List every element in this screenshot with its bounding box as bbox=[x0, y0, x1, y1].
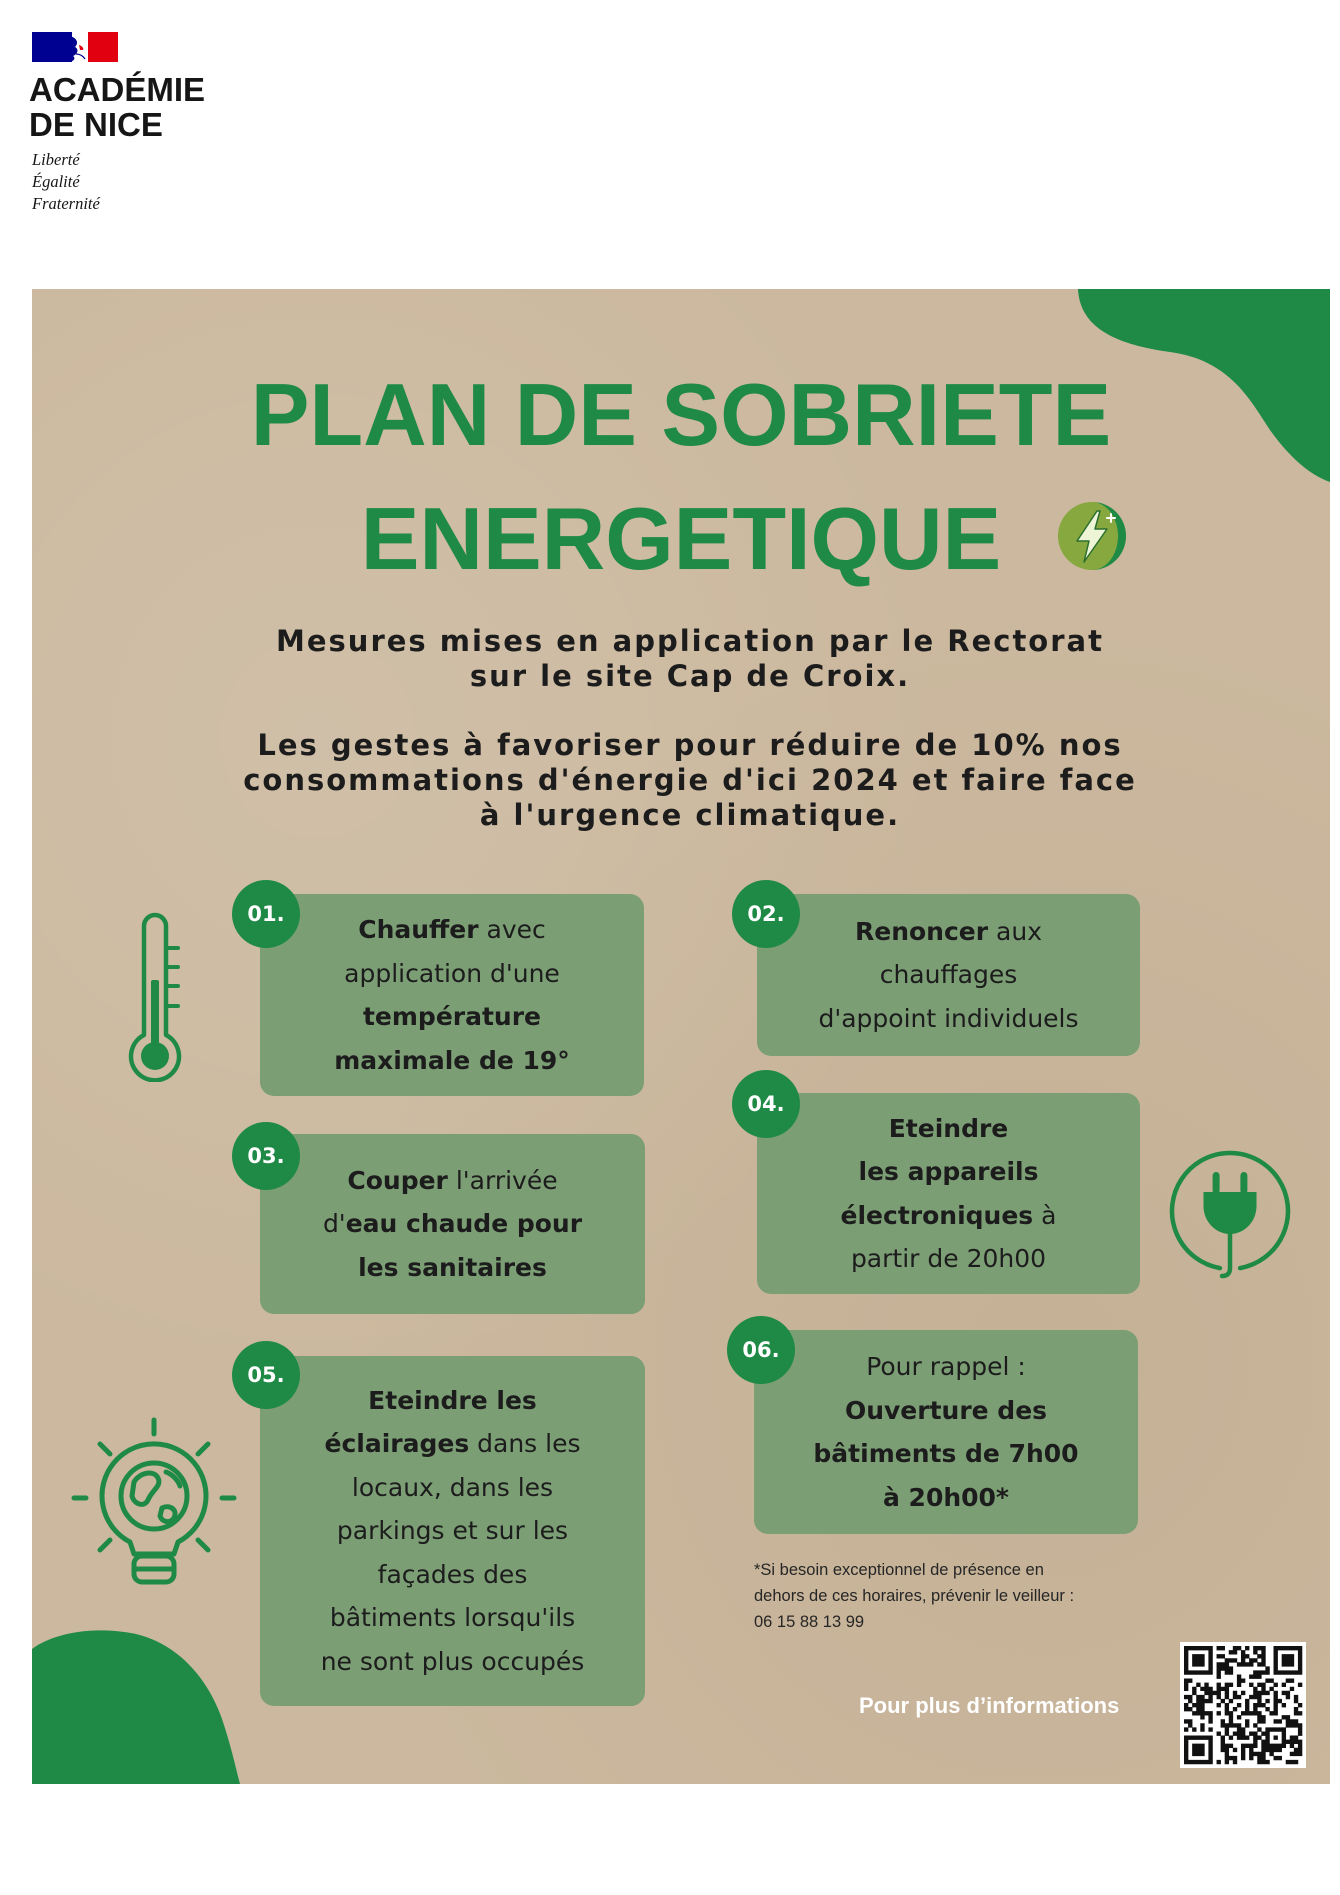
measure-number-badge: 02. bbox=[732, 880, 800, 948]
card-text-bold: Ouverture des bbox=[844, 1395, 1048, 1425]
card-text-regular: d'appoint individuels bbox=[818, 1003, 1079, 1033]
card-text-bold: Renoncer bbox=[854, 916, 989, 946]
marianne-flag-logo bbox=[32, 32, 118, 62]
measure-card bbox=[757, 894, 1140, 1056]
card-text-line bbox=[334, 952, 570, 996]
card-text-line bbox=[321, 1422, 585, 1466]
card-text-line bbox=[841, 1194, 1057, 1238]
motto-line: Fraternité bbox=[32, 194, 100, 213]
measure-card bbox=[260, 894, 644, 1096]
card-text-line bbox=[321, 1596, 585, 1640]
measure-number-badge: 01. bbox=[232, 880, 300, 948]
goal-line: à l'urgence climatique. bbox=[479, 798, 901, 832]
card-text-bold: Chauffer bbox=[358, 915, 479, 944]
card-text-regular: dans les bbox=[469, 1429, 581, 1459]
card-text-line bbox=[323, 1246, 582, 1290]
measure-card-text bbox=[321, 1379, 585, 1684]
card-text-regular: aux bbox=[988, 916, 1042, 946]
card-text-regular: chauffages bbox=[879, 960, 1018, 990]
card-text-bold: maximale de 19° bbox=[334, 1045, 570, 1075]
card-text-regular: partir de 20h00 bbox=[850, 1244, 1047, 1273]
card-text-bold: les sanitaires bbox=[358, 1252, 547, 1282]
card-text-regular: l'arrivée bbox=[447, 1165, 558, 1195]
card-text-line bbox=[813, 1345, 1078, 1389]
card-text-line bbox=[813, 1476, 1078, 1520]
thermometer-icon bbox=[124, 910, 188, 1082]
card-text-regular: à bbox=[1033, 1200, 1057, 1230]
motto-line: Égalité bbox=[32, 172, 80, 191]
lightbulb-globe-icon bbox=[70, 1410, 240, 1590]
card-text-bold: Eteindre bbox=[888, 1113, 1009, 1143]
footnote-line: *Si besoin exceptionnel de présence en bbox=[754, 1561, 1044, 1579]
card-text-bold: les appareils bbox=[858, 1157, 1039, 1186]
card-text-regular: locaux, dans les bbox=[351, 1472, 554, 1502]
measure-number-badge: 05. bbox=[232, 1341, 300, 1409]
measure-card bbox=[754, 1330, 1138, 1534]
card-text-line bbox=[321, 1466, 585, 1510]
card-text-regular: ne sont plus occupés bbox=[320, 1646, 585, 1676]
card-text-line bbox=[841, 1107, 1057, 1151]
card-text-bold: Couper bbox=[347, 1165, 448, 1195]
republic-motto bbox=[32, 149, 100, 215]
card-text-regular: avec bbox=[478, 915, 546, 944]
card-text-regular: application d'une bbox=[344, 958, 560, 988]
measure-card-text bbox=[334, 908, 570, 1082]
measure-card-text bbox=[323, 1159, 582, 1290]
card-text-line bbox=[813, 1389, 1078, 1433]
intro-line: sur le site Cap de Croix. bbox=[469, 659, 911, 693]
card-text-line bbox=[818, 910, 1078, 954]
card-text-regular: Pour rappel : bbox=[866, 1352, 1026, 1381]
measure-card bbox=[757, 1093, 1140, 1294]
card-text-bold: eau chaude pour bbox=[345, 1209, 583, 1239]
card-text-regular: bâtiments lorsqu'ils bbox=[329, 1603, 576, 1633]
card-text-line bbox=[841, 1150, 1057, 1194]
academy-name-line: ACADÉMIE bbox=[29, 71, 206, 108]
card-text-bold: éclairages bbox=[324, 1429, 470, 1459]
goal-line: consommations d'énergie d'ici 2024 et faire face bbox=[243, 763, 1137, 797]
academy-name bbox=[29, 72, 205, 142]
card-text-line bbox=[334, 908, 570, 952]
intro-text bbox=[190, 624, 1190, 694]
card-text-bold: bâtiments de 7h00 bbox=[813, 1439, 1079, 1468]
card-text-line bbox=[321, 1379, 585, 1423]
poster-title-line: ENERGETIQUE bbox=[360, 489, 1002, 588]
card-text-line bbox=[321, 1553, 585, 1597]
card-text-bold: température bbox=[362, 1002, 542, 1031]
measure-card-text bbox=[818, 910, 1078, 1041]
footnote-phone: 06 15 88 13 99 bbox=[754, 1613, 865, 1631]
card-text-line bbox=[334, 995, 570, 1039]
footnote-line: dehors de ces horaires, prévenir le veilleur : bbox=[754, 1587, 1075, 1605]
measure-number-badge: 04. bbox=[732, 1070, 800, 1138]
card-text-bold: électroniques bbox=[840, 1200, 1034, 1230]
poster-title-line: PLAN DE SOBRIETE bbox=[250, 365, 1112, 464]
motto-line: Liberté bbox=[32, 150, 80, 169]
academy-name-line: DE NICE bbox=[29, 106, 163, 143]
intro-line: Mesures mises en application par le Rectorat bbox=[276, 624, 1104, 658]
card-text-line bbox=[321, 1640, 585, 1684]
card-text-bold: Eteindre les bbox=[368, 1385, 537, 1415]
card-text-regular: d' bbox=[322, 1209, 346, 1239]
lightning-icon bbox=[1056, 500, 1128, 572]
card-text-bold: à 20h00* bbox=[882, 1482, 1009, 1512]
card-text-line bbox=[334, 1039, 570, 1083]
card-text-line bbox=[813, 1432, 1078, 1476]
card-text-line bbox=[321, 1509, 585, 1553]
opening-hours-footnote bbox=[754, 1557, 1074, 1635]
card-text-regular: façades des bbox=[377, 1559, 528, 1589]
measure-number-badge: 03. bbox=[232, 1122, 300, 1190]
measure-card bbox=[260, 1134, 645, 1314]
card-text-line bbox=[841, 1237, 1057, 1281]
goal-text bbox=[190, 728, 1190, 833]
more-info-label: Pour plus d’informations bbox=[859, 1693, 1120, 1718]
card-text-line bbox=[323, 1202, 582, 1246]
card-text-line bbox=[818, 997, 1078, 1041]
card-text-line bbox=[818, 953, 1078, 997]
measure-number-badge: 06. bbox=[727, 1316, 795, 1384]
qr-code bbox=[1180, 1642, 1306, 1768]
plug-icon bbox=[1166, 1146, 1296, 1282]
measure-card-text bbox=[841, 1107, 1057, 1281]
card-text-line bbox=[323, 1159, 582, 1203]
goal-line: Les gestes à favoriser pour réduire de 10% nos bbox=[257, 728, 1123, 762]
card-text-regular: parkings et sur les bbox=[336, 1516, 569, 1546]
measure-card bbox=[260, 1356, 645, 1706]
measure-card-text bbox=[813, 1345, 1078, 1519]
